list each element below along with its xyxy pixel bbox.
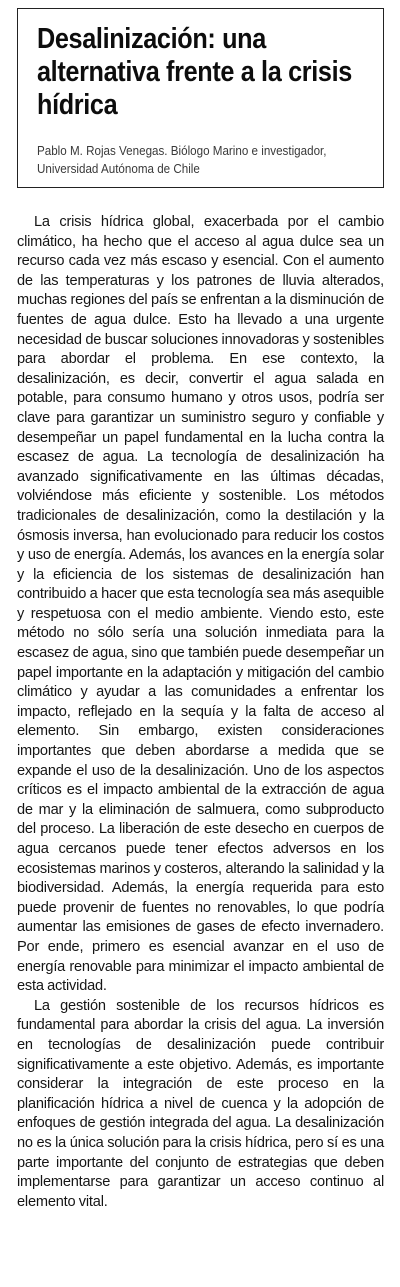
article-body: [17, 213, 384, 1212]
article-byline: Pablo M. Rojas Venegas. Biólogo Marino e investigador, Universidad Autónoma de Chile: [37, 144, 327, 176]
article-paragraph-1: La crisis hídrica global, exacerbada por el cambio climático, ha hecho que el acceso al agua dulce sea un recurso cada vez más escaso y esencial. Con el aumento de las temperaturas y los patrones de lluvia alterados, muchas regiones del país se enfrentan a la disminución de fuentes de agua dulce. Esto ha llevado a una urgente necesidad de buscar soluciones innovadoras y sostenibles para abordar el problema. En ese contexto, la desalinización, es decir, convertir el agua salada en potable, para consumo humano y otros usos, podría ser clave para garantizar un suministro seguro y confiable y desempeñar un papel fundamental en la lucha contra la escasez de agua. La tecnología de desalinización ha avanzado significativamente en las últimas décadas, volviéndose más eficiente y sostenible. Los métodos tradicionales de desalinización, como la destilación y la ósmosis inversa, han evolucionado para reducir los costos y uso de energía. Además, los avances en la energía solar y la eficiencia de los sistemas de desalinización han contribuido a hacer que esta tecnología sea más asequible y respetuosa con el medio ambiente. Viendo esto, este método no sólo sería una solución inmediata para la escasez de agua, sino que también puede desempeñar un papel importante en la adaptación y mitigación del cambio climático y ayudar a las comunidades a enfrentar los impacto, reflejado en la sequía y la falta de acceso al elemento. Sin embargo, existen consideraciones importantes que deben abordarse a medida que se expande el uso de la desalinización. Uno de los aspectos críticos es el impacto ambiental de la extracción de agua de mar y la eliminación de salmuera, como subproducto del proceso. La liberación de este desecho en cuerpos de agua cercanos puede tener efectos adversos en los ecosistemas marinos y costeros, alterando la salinidad y la biodiversidad. Además, la energía requerida para esto puede provenir de fuentes no renovables, lo que podría aumentar las emisiones de gases de efecto invernadero. Por ende, primero es esencial avanzar en el uso de energía renovable para minimizar el impacto ambiental de esta actividad.: [17, 214, 384, 995]
article-paragraph-2: La gestión sostenible de los recursos hídricos es fundamental para abordar la crisis del agua. La inversión en tecnologías de desalinización puede contribuir significativamente a este objetivo. Además, es importante considerar la integración de este proceso en la planificación hídrica a nivel de cuenca y la adopción de enfoques de gestión integrada del agua. La desalinización no es la única solución para la crisis hídrica, pero sí es una parte importante del conjunto de estrategias que deben implementarse para garantizar un acceso continuo al elemento vital.: [17, 997, 384, 1210]
article-headline: Desalinización: una alternativa frente a la crisis hídrica: [37, 23, 352, 121]
article-header-box: [17, 8, 384, 188]
